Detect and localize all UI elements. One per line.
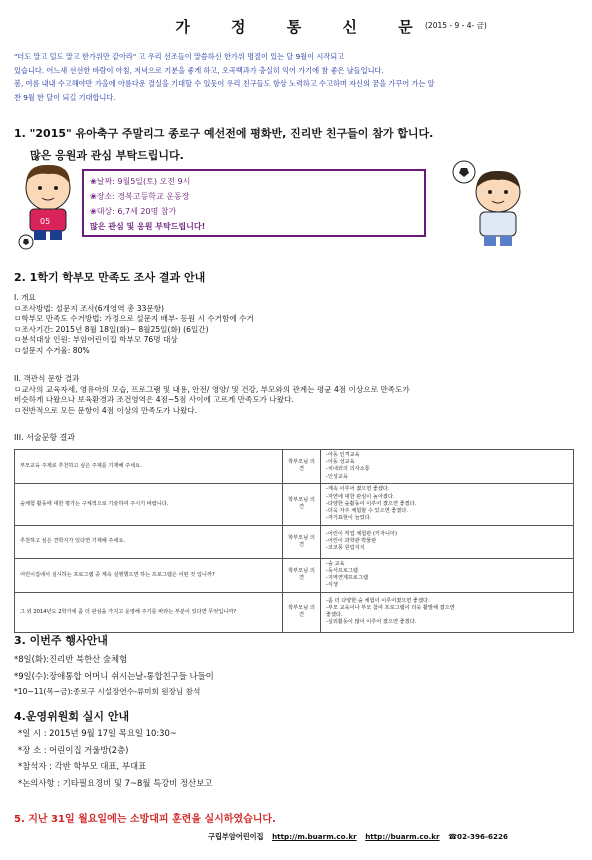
survey-question: 그 외 2014년도 2학기에 좀 더 관심을 가지고 운영해 주기를 바라는 부분이 있다면 무엇입니까? xyxy=(15,592,283,632)
objective-label: II. 객관식 문항 결과 xyxy=(14,374,80,383)
overview-item: ㅁ조사방법: 설문지 조사(6개영역 총 33문항) xyxy=(14,303,165,313)
objective-item: ㅁ전반적으로 모든 문항이 4점 이상의 만족도가 나왔다. xyxy=(14,405,198,415)
intro-line: 찬 9월 한 달이 되길 기대합니다. xyxy=(14,92,116,102)
survey-question: 어린이집에서 실시하는 프로그램 중 계속 실행했으면 하는 프로그램은 어떤 것 입니까? xyxy=(15,558,283,592)
survey-answers: -계속 이루어 졌으면 좋겠다. -자연에 대한 관심이 높아졌다. -다양한 숲활동이 이루어 졌으면 좋겠다. -더욱 자주 체험할 수 있으면 좋겠다. -자기표현이 늘었다. xyxy=(321,483,574,525)
survey-column-label: 학부모님 의견 xyxy=(283,525,321,558)
overview-item: ㅁ설문지 수거율: 80% xyxy=(14,345,90,355)
committee-info-list xyxy=(18,725,212,791)
section1-heading: 1. "2015" 유아축구 주말리그 종로구 예선전에 평화반, 진리반 친구들이 참가 합니다. xyxy=(14,127,434,140)
event-item: *10~11(목~금):종로구 시설장연수-류미희 원장님 참석 xyxy=(14,687,201,696)
match-request: 많은 관심 및 응원 부탁드립니다! xyxy=(90,222,206,231)
center-name: 구립부암어린이집 xyxy=(208,832,264,841)
survey-question: 숲체험 활동에 대한 평가는 구체적으로 기술하여 주시기 바랍니다. xyxy=(15,483,283,525)
page-title: 가 정 통 신 문 xyxy=(175,18,431,36)
committee-info-item: *장 소 : 어린이집 거울방(2층) xyxy=(18,744,129,755)
events-list xyxy=(14,651,214,701)
section1-subheading: 많은 응원과 관심 부탁드립니다. xyxy=(30,149,184,162)
event-item: *8일(화):진리반 북한산 숲체험 xyxy=(14,654,128,664)
overview-label: I. 개요 xyxy=(14,293,36,302)
issue-date: (2015 - 9 - 4- 금) xyxy=(425,21,487,30)
committee-info-item: *참석자 : 각반 학부모 대표, 부대표 xyxy=(18,761,147,771)
table-row xyxy=(15,525,574,558)
survey-results-table xyxy=(14,449,574,633)
survey-column-label: 학부모님 의견 xyxy=(283,483,321,525)
fire-drill-notice: 5. 지난 31일 월요일에는 소방대피 훈련을 실시하였습니다. xyxy=(14,814,276,825)
section4-heading: 4.운영위원회 실시 안내 xyxy=(14,710,130,723)
match-place: ❀장소: 경복고등학교 운동장 xyxy=(90,192,190,201)
table-row xyxy=(15,592,574,632)
phone-number: ☎02-396-6226 xyxy=(448,832,509,841)
event-item: *9일(수):장애통합 어머니 쉬시는날-통합친구들 나들이 xyxy=(14,670,214,681)
committee-info-item: *일 시 : 2015년 9월 17일 목요일 10:30~ xyxy=(18,728,177,738)
survey-question: 추천하고 싶은 견학지가 있다면 기재해 주세요. xyxy=(15,525,283,558)
survey-answers: -좀 더 다양한 숲 체험이 이루어졌으면 좋겠다. -부모 교육이나 부모 참여 프로그램이 더욱 활발해 졌으면 좋겠다. -실외활동이 많이 이루어 졌으면 좋겠다. xyxy=(321,592,574,632)
website-link[interactable]: http://buarm.co.kr xyxy=(365,832,440,841)
survey-answers: -아동 인격교육 -아동 성교육 -치내외의 의사소통 -인성교육 xyxy=(321,450,574,484)
objective-block xyxy=(14,374,410,416)
committee-info-item: *논의사항 : 기타필요경비 및 7~8월 특강비 정산보고 xyxy=(18,777,213,788)
survey-label: III. 서술문항 결과 xyxy=(14,433,76,442)
survey-answers: -숲 교육 -독서프로그램 -지역연계프로그램 -식생 xyxy=(321,558,574,592)
survey-answers: -어린이 직업 체험관 (키자니아) -어린이 과학관 박물관 -코코몽 원림지지 xyxy=(321,525,574,558)
survey-column-label: 학부모님 의견 xyxy=(283,450,321,484)
intro-line: "더도 말고 덜도 말고 한가위만 같아라" 고 우리 선조들이 말씀하신 한가위 명절이 있는 달 9월이 시작되고 xyxy=(14,52,345,61)
table-row xyxy=(15,450,574,484)
overview-block xyxy=(14,293,254,356)
intro-line: 있습니다. 어느새 선선한 바람이 아침, 저녁으로 기분을 좋게 하고, 오곡백과가 충실히 익어 가기에 참 좋은 날들입니다. xyxy=(14,65,384,75)
overview-item: ㅁ분석대상 인원: 부암어린이집 학부모 76명 대상 xyxy=(14,335,178,344)
jersey-number: 05 xyxy=(40,217,51,226)
survey-question: 부모교육 주제로 추천하고 싶은 주제를 기재해 주세요. xyxy=(15,450,283,484)
table-row xyxy=(15,558,574,592)
section2-heading: 2. 1학기 학부모 만족도 조사 결과 안내 xyxy=(14,271,206,284)
objective-item: ㅁ교사의 교육자세, 영유아의 모습, 프로그램 및 내용, 안전/ 영양/ 및 건강, 부모와의 관계는 평균 4점 이상으로 만족도가 xyxy=(14,384,410,394)
soccer-boy-left-illustration xyxy=(14,160,84,250)
match-target: ❀대상: 6,7세 20명 참가 xyxy=(90,207,177,216)
section3-heading: 3. 이번주 행사안내 xyxy=(14,634,108,647)
overview-item: ㅁ조사기간: 2015년 8월 18일(화)~ 8월25일(화) (6일간) xyxy=(14,324,209,334)
intro-line: 봄, 여름 내내 수고해야만 가을에 아름다운 결실을 기대할 수 있듯이 우리 친구들도 항상 노력하고 수고하며 자신의 꿈을 가꾸어 가는 알 xyxy=(14,79,435,88)
soccer-boy-right-illustration xyxy=(450,152,530,252)
intro-paragraph xyxy=(14,50,580,104)
mobile-site-link[interactable]: http://m.buarm.co.kr xyxy=(272,832,357,841)
objective-item: 비슷하게 나왔으나 보육환경과 조건영역은 4점~5점 사이에 고르게 만족도가 나왔다. xyxy=(14,395,294,404)
overview-item: ㅁ학부모 만족도 수거방법: 가정으로 설문지 배부- 등원 시 수거함에 수거 xyxy=(14,314,254,323)
match-date: ❀날짜: 9월5일(토) 오전 9시 xyxy=(90,177,191,186)
survey-column-label: 학부모님 의견 xyxy=(283,592,321,632)
footer xyxy=(208,832,508,842)
match-info-box xyxy=(82,169,426,237)
survey-column-label: 학부모님 의견 xyxy=(283,558,321,592)
table-row xyxy=(15,483,574,525)
